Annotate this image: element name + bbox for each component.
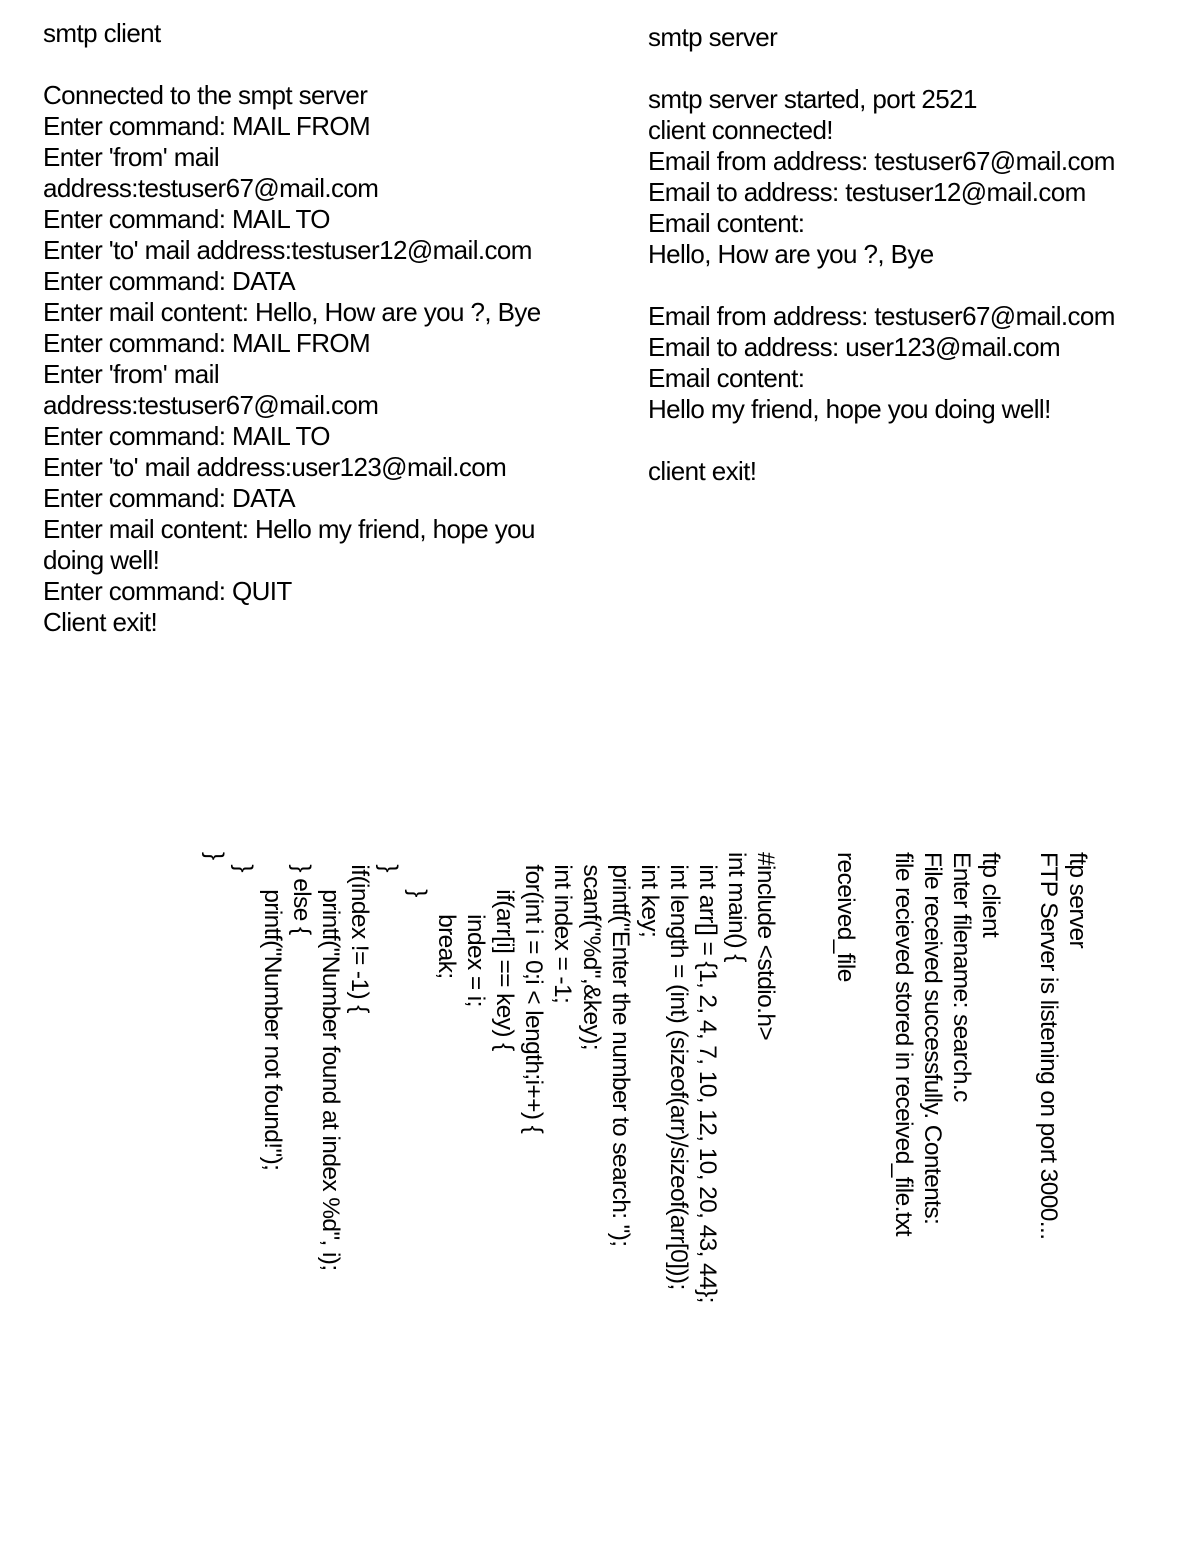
- blank-line: [43, 49, 541, 80]
- server-line: Email to address: testuser12@mail.com: [648, 177, 1086, 207]
- ftp-line: File received successfully. Contents:: [919, 852, 946, 1225]
- client-line: Enter command: MAIL TO: [43, 421, 330, 451]
- client-line: Enter command: MAIL FROM: [43, 111, 371, 141]
- blank-line: [648, 270, 1115, 301]
- server-line: Email content:: [648, 363, 805, 393]
- ftp-line: Enter filename: search.c: [948, 852, 975, 1102]
- server-line: Email from address: testuser67@mail.com: [648, 301, 1115, 331]
- server-line: Hello my friend, hope you doing well!: [648, 394, 1051, 424]
- client-line: Enter 'from' mail: [43, 142, 219, 172]
- client-line: Enter mail content: Hello my friend, hope you: [43, 514, 535, 544]
- smtp-client-panel: [43, 18, 541, 638]
- server-line: client connected!: [648, 115, 833, 145]
- blank-line: [648, 53, 1115, 84]
- code-line: }: [230, 852, 257, 872]
- code-line: index = i;: [462, 852, 489, 1007]
- client-line: Enter 'to' mail address:user123@mail.com: [43, 452, 507, 482]
- code-line: }: [404, 852, 431, 897]
- client-line: Enter command: DATA: [43, 483, 296, 513]
- client-line: Enter command: MAIL FROM: [43, 328, 371, 358]
- client-line: Enter 'to' mail address:testuser12@mail.com: [43, 235, 532, 265]
- code-line: }: [201, 852, 228, 860]
- code-line: if(index != -1) {: [346, 852, 373, 1013]
- ftp-line: file recieved stored in received_file.txt: [890, 852, 917, 1236]
- server-line: Email from address: testuser67@mail.com: [648, 146, 1115, 176]
- code-line: int length = (int) (sizeof(arr)/sizeof(arr[0]));: [665, 852, 692, 1290]
- ftp-line: received_file: [832, 852, 859, 982]
- smtp-server-panel: [648, 22, 1115, 487]
- code-listing-rotated: [200, 852, 780, 1303]
- code-line: int key;: [636, 852, 663, 938]
- code-line: int arr[] = {1, 2, 4, 7, 10, 12, 10, 20, 43, 44};: [694, 852, 721, 1303]
- client-line: address:testuser67@mail.com: [43, 390, 379, 420]
- code-line: if(arr[i] == key) {: [491, 852, 518, 1051]
- code-line: int index = -1;: [549, 852, 576, 1004]
- blank-line: [648, 425, 1115, 456]
- client-line: address:testuser67@mail.com: [43, 173, 379, 203]
- ftp-line: ftp client: [977, 852, 1004, 938]
- client-line: Connected to the smpt server: [43, 80, 368, 110]
- code-line: scanf("%d",&key);: [578, 852, 605, 1050]
- client-line: Enter mail content: Hello, How are you ?, Bye: [43, 297, 541, 327]
- code-line: printf("Enter the number to search: ");: [607, 852, 634, 1247]
- server-line: Hello, How are you ?, Bye: [648, 239, 934, 269]
- client-line: Enter command: QUIT: [43, 576, 292, 606]
- smtp-client-title: smtp client: [43, 18, 161, 48]
- client-line: Enter 'from' mail: [43, 359, 219, 389]
- code-line: for(int i = 0;i < length;i++) {: [520, 852, 547, 1134]
- code-line: break;: [433, 852, 460, 979]
- ftp-line: FTP Server is listening on port 3000...: [1035, 852, 1062, 1240]
- server-line: Email to address: user123@mail.com: [648, 332, 1061, 362]
- smtp-server-title: smtp server: [648, 22, 778, 52]
- client-line: Client exit!: [43, 607, 158, 637]
- client-line: doing well!: [43, 545, 160, 575]
- code-line: int main() {: [723, 852, 750, 962]
- ftp-output-rotated: [831, 852, 1092, 1239]
- code-line: #include <stdio.h>: [752, 852, 779, 1041]
- code-line: } else {: [288, 852, 315, 935]
- client-line: Enter command: MAIL TO: [43, 204, 330, 234]
- code-line: }: [375, 852, 402, 872]
- server-line: smtp server started, port 2521: [648, 84, 977, 114]
- client-line: Enter command: DATA: [43, 266, 296, 296]
- code-line: printf("Number not found!");: [259, 852, 286, 1171]
- ftp-line: ftp server: [1064, 852, 1091, 949]
- server-line: client exit!: [648, 456, 757, 486]
- blank-line: [860, 852, 889, 1239]
- blank-line: [1005, 852, 1034, 1239]
- code-line: printf("Number found at index %d", i);: [317, 852, 344, 1271]
- server-line: Email content:: [648, 208, 805, 238]
